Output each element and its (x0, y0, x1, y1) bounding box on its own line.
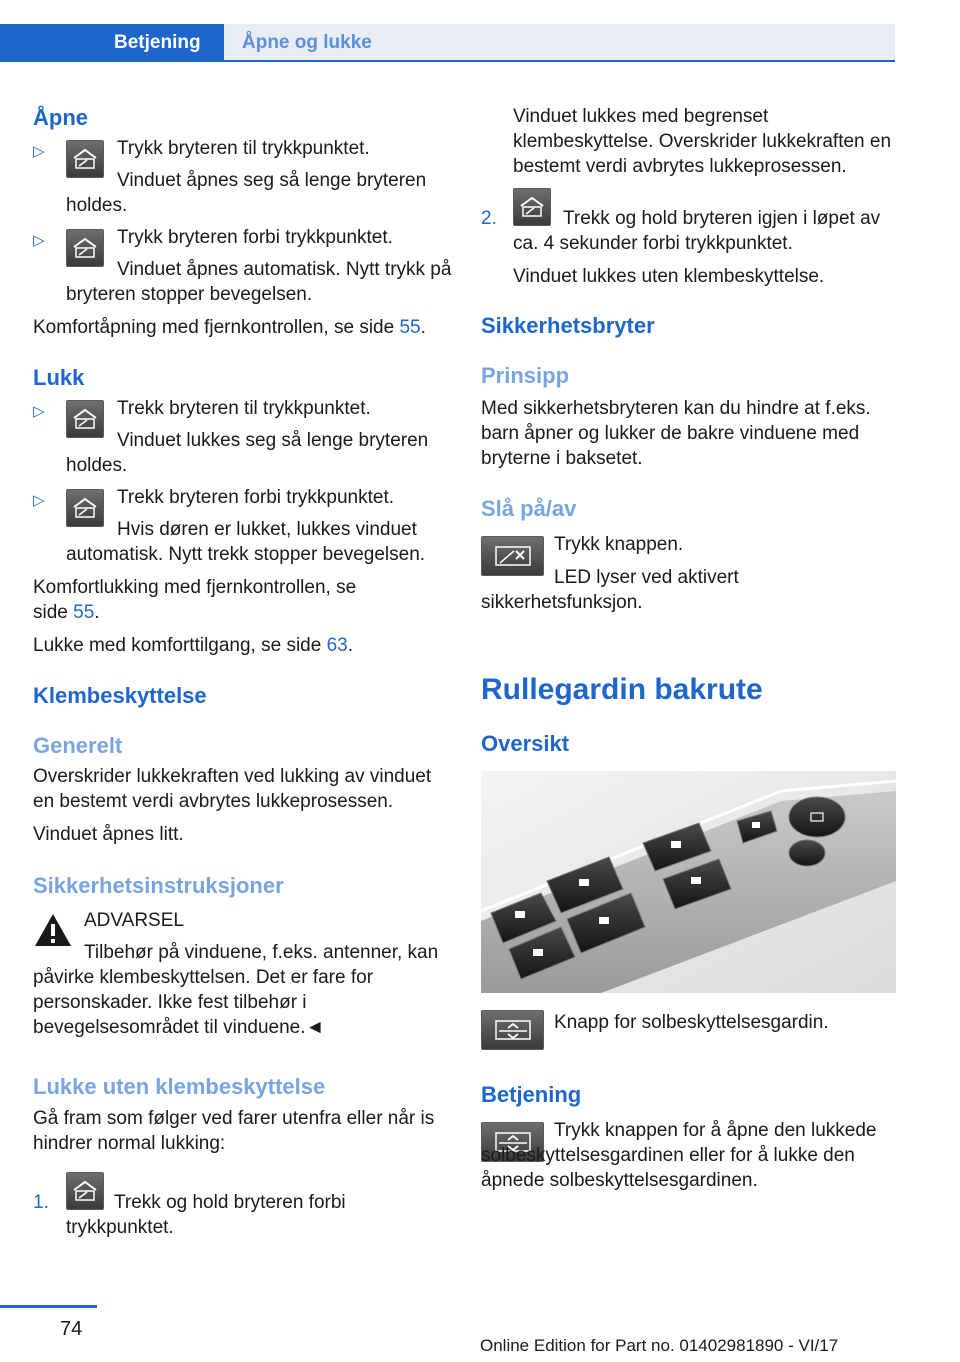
header-divider (0, 60, 895, 62)
sunblind-icon (481, 1010, 544, 1050)
list-item-text: Vinduet åpnes automatisk. Nytt trykk på bryteren stopper bevegelsen. (66, 259, 452, 305)
step-number: 1. (33, 1192, 49, 1213)
step-text-2: Vinduet lukkes uten klembeskyttelse. (513, 266, 825, 287)
paragraph-komfort-lukking: Komfortlukking med fjernkontrollen, se side 55. (33, 577, 357, 623)
footer-divider (0, 1305, 97, 1308)
button-description-text: Trykk knappen. (554, 534, 684, 555)
list-item-text: Trykk bryteren forbi trykkpunktet. (117, 227, 393, 248)
list-item-text: Trekk bryteren forbi trykkpunktet. (117, 487, 395, 508)
chapter-title-rullegardin: Rullegardin bakrute (481, 673, 763, 706)
bullet-icon: ▷ (33, 232, 45, 249)
bullet-icon: ▷ (33, 403, 45, 420)
section-title-lukk: Lukk (33, 365, 85, 390)
list-item-text: Trekk bryteren til trykkpunktet. (117, 398, 371, 419)
page-link[interactable]: 63 (326, 635, 348, 656)
warning-text: Tilbehør på vinduene, f.eks. antenner, kan påvirke klembeskyttelsen. Det er fare for personskader. Ikke fest tilbehør i bevegelsesområdet til vinduene.◄ (33, 942, 439, 1038)
section-title-betjening: Betjening (481, 1082, 582, 1107)
step-number: 2. (481, 208, 497, 229)
list-item-text: Trykk bryteren til trykkpunktet. (117, 138, 370, 159)
bullet-icon: ▷ (33, 492, 45, 509)
warning-label: ADVARSEL (84, 910, 184, 931)
section-title-sikkerhetsbryter: Sikkerhetsbryter (481, 313, 655, 338)
button-description-text: Trykk knappen for å åpne den lukkede solbeskyttelsesgardinen eller for å lukke den åpnede solbeskyttelsesgardinen. (481, 1120, 877, 1191)
paragraph-komfort-aapning: Komfortåpning med fjernkontrollen, se side 55. (33, 317, 426, 338)
header-tab-inactive: Åpne og lukke (224, 24, 895, 62)
list-item-text: Hvis døren er lukket, lukkes vinduet automatisk. Nytt trekk stopper bevegelsen. (66, 519, 426, 565)
bullet-icon: ▷ (33, 143, 45, 160)
page-number: 74 (60, 1318, 83, 1340)
paragraph-uten: Gå fram som følger ved farer utenfra eller når is hindrer normal lukking: (33, 1108, 435, 1154)
paragraph-generelt-2: Vinduet åpnes litt. (33, 824, 184, 845)
button-description-text: LED lyser ved aktivert sikkerhetsfunksjon. (481, 567, 739, 613)
list-item-text: Vinduet lukkes seg så lenge bryteren holdes. (66, 430, 429, 476)
door-switch-panel-photo (481, 771, 896, 993)
step-text: Trekk og hold bryteren forbi trykkpunktet. (66, 1192, 346, 1238)
paragraph-continued: Vinduet lukkes med begrenset klembeskyttelse. Overskrider lukkekraften en bestemt verdi avbrytes lukkeprosessen. (513, 106, 892, 177)
section-title-klembeskyttelse: Klembeskyttelse (33, 683, 207, 708)
subsection-title-slaa: Slå på/av (481, 496, 577, 521)
section-title-oversikt: Oversikt (481, 731, 570, 756)
subsection-title-prinsipp: Prinsipp (481, 363, 570, 388)
page-link[interactable]: 55 (399, 317, 421, 338)
paragraph-prinsipp: Med sikkerhetsbryteren kan du hindre at f.eks. barn åpner og lukker de bakre vinduene med bryterne i baksetet. (481, 398, 871, 469)
edition-text: Online Edition for Part no. 01402981890 - VI/17 (480, 1336, 839, 1355)
paragraph-komforttilgang: Lukke med komforttilgang, se side 63. (33, 635, 354, 656)
page-link[interactable]: 55 (73, 602, 95, 623)
button-description-text: Knapp for solbeskyttelsesgardin. (554, 1012, 829, 1033)
subsection-title-sikkerhetsinstruksjoner: Sikkerhetsinstruksjoner (33, 873, 284, 898)
step-text: Trekk og hold bryteren igjen i løpet av ca. 4 sekunder forbi trykkpunktet. (513, 208, 881, 254)
list-item-text: Vinduet åpnes seg så lenge bryteren holdes. (66, 170, 427, 216)
subsection-title-generelt: Generelt (33, 733, 123, 758)
header-tab-active: Betjening (0, 24, 224, 62)
paragraph-generelt: Overskrider lukkekraften ved lukking av vinduet en bestemt verdi avbrytes lukkeprosessen. (33, 766, 432, 812)
section-title-aapne: Åpne (33, 105, 88, 130)
subsection-title-uten: Lukke uten klembeskyttelse (33, 1074, 326, 1099)
